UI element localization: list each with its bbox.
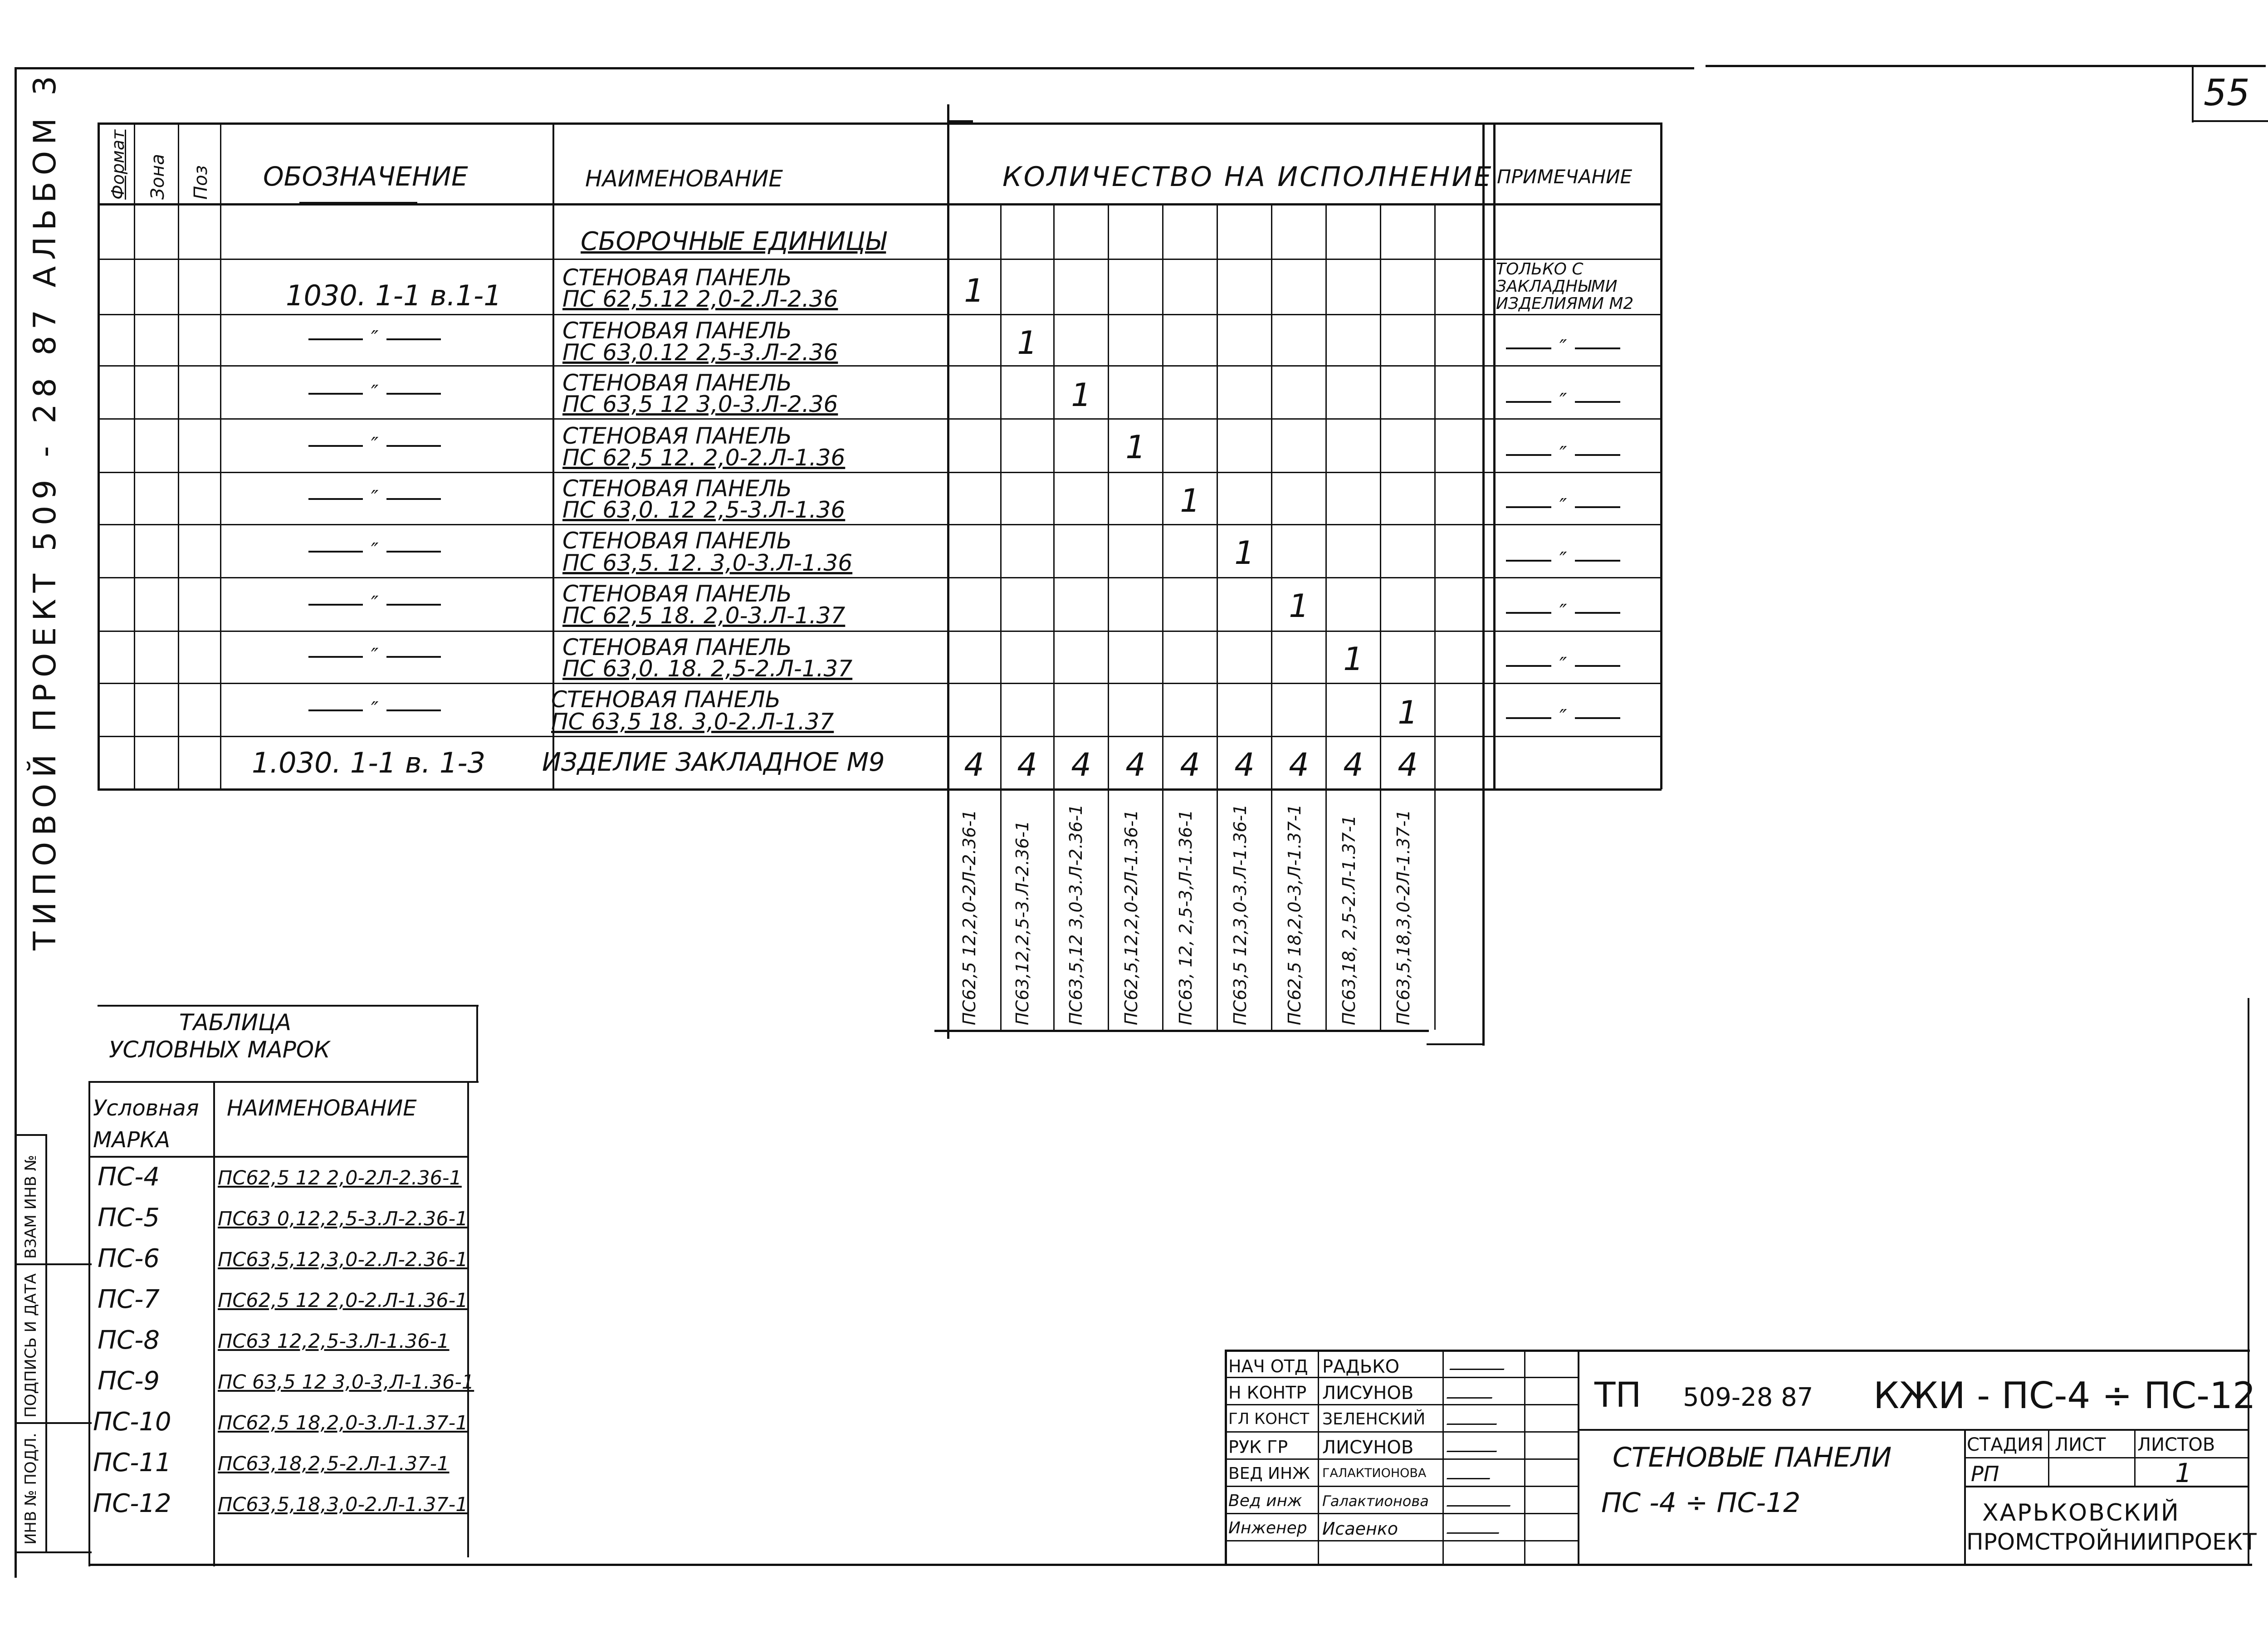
mark-name: ПС62,5 12 2,0-2Л-2.36-1 bbox=[218, 1167, 462, 1189]
frame-bottom-line bbox=[88, 1564, 2252, 1566]
variant-label: ПС63,5,12 3,0-3.Л-2.36-1 bbox=[1066, 804, 1086, 1025]
mark-code: ПС-7 bbox=[98, 1285, 160, 1314]
tb-row-line bbox=[1225, 1540, 1579, 1541]
variant-label: ПС62,5 18,2,0-3,Л-1.37-1 bbox=[1285, 804, 1305, 1025]
marks-title-2: УСЛОВНЫХ МАРОК bbox=[109, 1037, 330, 1063]
tb-sheets-count: 1 bbox=[2175, 1458, 2192, 1488]
row-name-line2: ПС 62,5.12 2,0-2.Л-2.36 bbox=[562, 286, 838, 312]
row-name-line1: СТЕНОВАЯ ПАНЕЛЬ bbox=[562, 581, 792, 607]
spec-row-line bbox=[98, 577, 1662, 578]
spec-header-bottom bbox=[98, 203, 1662, 205]
row-qty: 1 bbox=[1180, 482, 1200, 519]
marks-left bbox=[88, 1081, 90, 1566]
mark-code: ПС-11 bbox=[93, 1448, 171, 1477]
tb-stage-label: СТАДИЯ bbox=[1967, 1434, 2043, 1455]
mark-code: ПС-8 bbox=[98, 1326, 160, 1355]
tb-sheet-label: ЛИСТ bbox=[2055, 1434, 2106, 1455]
spec-col-line bbox=[1660, 122, 1662, 789]
tb-doc-title-2: ПС -4 ÷ ПС-12 bbox=[1601, 1487, 1801, 1519]
spec-col-line bbox=[220, 122, 221, 789]
header-name: НАИМЕНОВАНИЕ bbox=[585, 166, 783, 192]
mark-name: ПС62,5 12 2,0-2.Л-1.36-1 bbox=[218, 1289, 468, 1312]
row-qty: 1 bbox=[964, 272, 984, 309]
tb-col-line bbox=[1318, 1350, 1319, 1565]
row-designation-ditto: ″ bbox=[308, 381, 441, 404]
title-block-left bbox=[1225, 1350, 1227, 1565]
tb-person: ЛИСУНОВ bbox=[1322, 1437, 1414, 1458]
marks-head-bottom bbox=[88, 1156, 467, 1158]
tb-person: Галактионова bbox=[1322, 1492, 1429, 1510]
row-name-line1: СТЕНОВАЯ ПАНЕЛЬ bbox=[562, 528, 792, 554]
marks-head-mark-1: Условная bbox=[93, 1096, 199, 1121]
variant-label: ПС62,5,12,2,0-2Л-1.36-1 bbox=[1121, 809, 1141, 1025]
marks-title-1: ТАБЛИЦА bbox=[179, 1009, 292, 1036]
variant-label: ПС63,18, 2,5-2.Л-1.37-1 bbox=[1339, 815, 1359, 1025]
row-name-line2: ПС 63,0. 12 2,5-3.Л-1.36 bbox=[562, 497, 846, 523]
spec-row-line bbox=[98, 472, 1662, 473]
tb-sheets-label: ЛИСТОВ bbox=[2137, 1434, 2215, 1455]
left-stamp-top bbox=[15, 1134, 46, 1136]
row-designation: 1030. 1-1 в.1-1 bbox=[286, 279, 502, 312]
qty-col-line bbox=[1482, 122, 1485, 1046]
spec-col-line bbox=[178, 122, 179, 789]
mark-code: ПС-6 bbox=[98, 1244, 160, 1273]
spec-col-line bbox=[134, 122, 135, 789]
marks-head-name: НАИМЕНОВАНИЕ bbox=[227, 1096, 417, 1121]
signature bbox=[1447, 1492, 1515, 1507]
qty-col-line bbox=[1434, 203, 1436, 1030]
marks-right bbox=[467, 1081, 469, 1557]
tb-role: ВЕД ИНЖ bbox=[1228, 1464, 1310, 1483]
mark-name: ПС63,5,12,3,0-2.Л-2.36-1 bbox=[218, 1248, 468, 1271]
mark-code: ПС-9 bbox=[98, 1366, 160, 1396]
row-note-ditto: ″ bbox=[1506, 548, 1620, 571]
row-note: ТОЛЬКО С ЗАКЛАДНЫМИ ИЗДЕЛИЯМИ М2 bbox=[1496, 260, 1634, 313]
total-qty: 4 bbox=[1180, 746, 1200, 783]
marks-mid bbox=[213, 1081, 215, 1566]
designation-underline bbox=[299, 202, 417, 203]
spec-row-line bbox=[98, 524, 1662, 525]
signature bbox=[1447, 1437, 1502, 1452]
total-qty: 4 bbox=[1125, 746, 1146, 783]
header-pos: Поз bbox=[191, 165, 211, 200]
marks-top bbox=[98, 1005, 479, 1007]
left-stamp-line bbox=[45, 1134, 47, 1551]
spec-col-line bbox=[947, 104, 949, 1039]
signature bbox=[1447, 1384, 1497, 1399]
sheet-number-box-line bbox=[2192, 67, 2194, 122]
qty-col-line bbox=[1162, 203, 1163, 1030]
row-name-line1: СТЕНОВАЯ ПАНЕЛЬ bbox=[562, 475, 792, 502]
row-note-ditto: ″ bbox=[1506, 494, 1620, 518]
tb-stage-line bbox=[1964, 1457, 2249, 1458]
tb-role: РУК ГР bbox=[1228, 1437, 1288, 1457]
tb-project-number: 509-28 87 bbox=[1683, 1383, 1813, 1412]
row-name-line2: ПС 63,5. 12. 3,0-3.Л-1.36 bbox=[562, 550, 853, 576]
spec-col-line bbox=[98, 122, 100, 789]
tb-person: Исаенко bbox=[1322, 1519, 1398, 1539]
row-qty: 1 bbox=[1071, 377, 1091, 414]
signature bbox=[1447, 1464, 1495, 1479]
variant-label: ПС63,5,18,3,0-2Л-1.37-1 bbox=[1393, 809, 1413, 1025]
total-qty: 4 bbox=[1398, 746, 1418, 783]
row-note-ditto: ″ bbox=[1506, 600, 1620, 623]
row-name-line2: ПС 63,5 12 3,0-3.Л-2.36 bbox=[562, 391, 838, 417]
row-designation-ditto: ″ bbox=[308, 644, 441, 667]
stamp-vzam-inv: ВЗАМ ИНВ № bbox=[22, 1155, 40, 1259]
total-qty: 4 bbox=[964, 746, 984, 783]
marks-right-top bbox=[476, 1005, 478, 1082]
tb-org-2: ПРОМСТРОЙНИИПРОЕКТ bbox=[1966, 1529, 2257, 1555]
tb-org-1: ХАРЬКОВСКИЙ bbox=[1982, 1499, 2180, 1526]
tb-row-line bbox=[1225, 1458, 1579, 1460]
total-qty: 4 bbox=[1289, 746, 1309, 783]
tb-code: КЖИ - ПС-4 ÷ ПС-12 bbox=[1873, 1375, 2256, 1417]
tb-row-line bbox=[1225, 1404, 1579, 1405]
row-name-line1: СТЕНОВАЯ ПАНЕЛЬ bbox=[562, 634, 792, 660]
header-format: Формат bbox=[108, 129, 128, 200]
tb-code-line bbox=[1578, 1429, 2249, 1431]
total-qty: 4 bbox=[1343, 746, 1364, 783]
tb-col-line bbox=[1578, 1350, 1579, 1565]
marks-head-top bbox=[88, 1081, 479, 1083]
total-qty: 4 bbox=[1234, 746, 1255, 783]
variant-label: ПС63,5 12,3,0-3.Л-1.36-1 bbox=[1230, 804, 1250, 1025]
marks-head-mark-2: МАРКА bbox=[93, 1127, 171, 1153]
qty-col-line bbox=[1053, 203, 1055, 1030]
tb-doc-title-1: СТЕНОВЫЕ ПАНЕЛИ bbox=[1613, 1442, 1892, 1473]
frame-left-line bbox=[15, 67, 17, 1578]
row-qty: 1 bbox=[1343, 641, 1364, 678]
tb-row-line bbox=[1225, 1486, 1579, 1487]
tb-row-line bbox=[1225, 1513, 1579, 1514]
tb-person: РАДЬКО bbox=[1322, 1356, 1400, 1377]
row-qty: 1 bbox=[1125, 429, 1146, 466]
spec-row-line bbox=[98, 631, 1662, 632]
total-name: ИЗДЕЛИЕ ЗАКЛАДНОЕ М9 bbox=[542, 748, 885, 777]
tb-role: ГЛ КОНСТ bbox=[1228, 1410, 1310, 1428]
tb-stage-line bbox=[1964, 1486, 2249, 1487]
tb-stage-left bbox=[1964, 1429, 1966, 1565]
spec-col-line bbox=[1493, 122, 1496, 789]
spec-bottom-line bbox=[98, 788, 1662, 791]
row-qty: 1 bbox=[1234, 534, 1255, 572]
row-qty: 1 bbox=[1289, 587, 1309, 625]
row-name-line2: ПС 62,5 18. 2,0-3.Л-1.37 bbox=[562, 602, 846, 629]
total-qty: 4 bbox=[1017, 746, 1037, 783]
total-qty: 4 bbox=[1071, 746, 1091, 783]
spec-header-top bbox=[98, 122, 1662, 125]
left-stamp-divider bbox=[15, 1263, 92, 1265]
row-designation-ditto: ″ bbox=[308, 539, 441, 562]
row-note-ditto: ″ bbox=[1506, 653, 1620, 676]
header-zone: Зона bbox=[147, 154, 168, 200]
frame-top-line bbox=[16, 67, 1694, 69]
row-designation-ditto: ″ bbox=[308, 327, 441, 350]
row-name-line2: ПС 63,5 18. 3,0-2.Л-1.37 bbox=[551, 709, 834, 735]
sheet-number-box-bottom bbox=[2192, 120, 2268, 122]
row-name-line2: ПС 63,0. 18. 2,5-2.Л-1.37 bbox=[562, 656, 853, 682]
tb-row-line bbox=[1225, 1377, 1579, 1378]
tb-stage: РП bbox=[1971, 1462, 1999, 1486]
qty-col-line bbox=[1108, 203, 1109, 1030]
signature bbox=[1449, 1359, 1508, 1370]
mark-name: ПС62,5 18,2,0-3.Л-1.37-1 bbox=[218, 1412, 468, 1434]
row-name-line1: СТЕНОВАЯ ПАНЕЛЬ bbox=[562, 370, 792, 396]
spec-row-line bbox=[98, 365, 1662, 367]
qty-col-line bbox=[1325, 203, 1327, 1030]
row-qty: 1 bbox=[1017, 324, 1037, 362]
header-designation: ОБОЗНАЧЕНИЕ bbox=[263, 161, 468, 192]
row-name-line1: СТЕНОВАЯ ПАНЕЛЬ bbox=[551, 686, 781, 713]
mark-code: ПС-4 bbox=[98, 1162, 160, 1192]
row-designation-ditto: ″ bbox=[308, 433, 441, 456]
row-name-line2: ПС 63,0.12 2,5-3.Л-2.36 bbox=[562, 339, 838, 366]
tb-role: НАЧ ОТД bbox=[1228, 1356, 1308, 1376]
tb-role: Н КОНТР bbox=[1228, 1383, 1307, 1403]
header-note: ПРИМЕЧАНИЕ bbox=[1497, 166, 1633, 188]
row-designation-ditto: ″ bbox=[308, 592, 441, 615]
row-note-ditto: ″ bbox=[1506, 336, 1620, 359]
spec-row-line bbox=[98, 736, 1662, 737]
title-block-top bbox=[1225, 1350, 2250, 1352]
row-note-ditto: ″ bbox=[1506, 389, 1620, 412]
variant-label: ПС63, 12, 2,5-3,Л-1.36-1 bbox=[1176, 809, 1196, 1025]
row-name-line1: СТЕНОВАЯ ПАНЕЛЬ bbox=[562, 423, 792, 449]
tb-role: Инженер bbox=[1228, 1519, 1307, 1537]
row-name-line2: ПС 62,5 12. 2,0-2.Л-1.36 bbox=[562, 445, 846, 471]
row-name-line1: СТЕНОВАЯ ПАНЕЛЬ bbox=[562, 318, 792, 344]
frame-right-line-lower bbox=[2248, 998, 2249, 1566]
tb-row-line bbox=[1225, 1431, 1579, 1433]
mark-name: ПС63 12,2,5-3.Л-1.36-1 bbox=[218, 1330, 450, 1353]
left-stamp-bottom bbox=[15, 1551, 92, 1553]
row-designation-ditto: ″ bbox=[308, 486, 441, 509]
signature bbox=[1447, 1410, 1502, 1425]
qty-col-line bbox=[1380, 203, 1381, 1030]
section-heading: СБОРОЧНЫЕ ЕДИНИЦЫ bbox=[581, 227, 886, 256]
tb-person: ГАЛАКТИОНОВА bbox=[1322, 1466, 1427, 1480]
variant-labels-bottom-2 bbox=[1427, 1043, 1483, 1045]
tb-role: Вед инж bbox=[1228, 1492, 1302, 1510]
spec-row-line bbox=[98, 418, 1662, 420]
variant-labels-bottom bbox=[934, 1030, 1429, 1032]
header-quantity: КОЛИЧЕСТВО НА ИСПОЛНЕНИЕ bbox=[1002, 161, 1493, 193]
mark-name: ПС 63,5 12 3,0-3,Л-1.36-1 bbox=[218, 1371, 474, 1394]
side-stamp: ТИПОВОЙ ПРОЕКТ 509 - 28 87 АЛЬБОМ 3 bbox=[27, 69, 63, 950]
row-qty: 1 bbox=[1398, 694, 1418, 731]
tb-tp: ТП bbox=[1594, 1375, 1642, 1415]
spec-row-line bbox=[98, 314, 1662, 315]
row-designation-ditto: ″ bbox=[308, 698, 441, 721]
spec-row-line bbox=[98, 683, 1662, 684]
tb-col-line bbox=[1442, 1350, 1444, 1565]
mark-name: ПС63 0,12,2,5-3.Л-2.36-1 bbox=[218, 1208, 468, 1230]
mark-code: ПС-10 bbox=[93, 1407, 171, 1437]
stamp-sign-date: ПОДПИСЬ И ДАТА bbox=[22, 1273, 40, 1418]
tb-col-line bbox=[1524, 1350, 1525, 1565]
qty-col-line bbox=[1217, 203, 1218, 1030]
mark-name: ПС63,18,2,5-2.Л-1.37-1 bbox=[218, 1453, 450, 1475]
frame-top-line-right bbox=[1706, 65, 2266, 67]
row-name-line1: СТЕНОВАЯ ПАНЕЛЬ bbox=[562, 264, 792, 291]
variant-label: ПС62,5 12,2,0-2Л-2.36-1 bbox=[959, 809, 979, 1025]
variant-label: ПС63,12,2,5-3.Л-2.36-1 bbox=[1012, 820, 1032, 1025]
tb-person: ЛИСУНОВ bbox=[1322, 1383, 1414, 1404]
sheet-number: 55 bbox=[2204, 72, 2250, 114]
tb-person: ЗЕЛЕНСКИЙ bbox=[1322, 1410, 1426, 1429]
left-stamp-divider bbox=[15, 1422, 92, 1424]
row-note-ditto: ″ bbox=[1506, 442, 1620, 465]
row-note-ditto: ″ bbox=[1506, 705, 1620, 729]
mark-code: ПС-5 bbox=[98, 1203, 160, 1233]
total-designation: 1.030. 1-1 в. 1-3 bbox=[252, 746, 486, 779]
stamp-inv-orig: ИНВ № ПОДЛ. bbox=[22, 1433, 40, 1545]
spec-section-bottom bbox=[98, 259, 1662, 260]
mark-code: ПС-12 bbox=[93, 1489, 171, 1518]
signature bbox=[1447, 1519, 1504, 1534]
mark-name: ПС63,5,18,3,0-2.Л-1.37-1 bbox=[218, 1493, 468, 1516]
